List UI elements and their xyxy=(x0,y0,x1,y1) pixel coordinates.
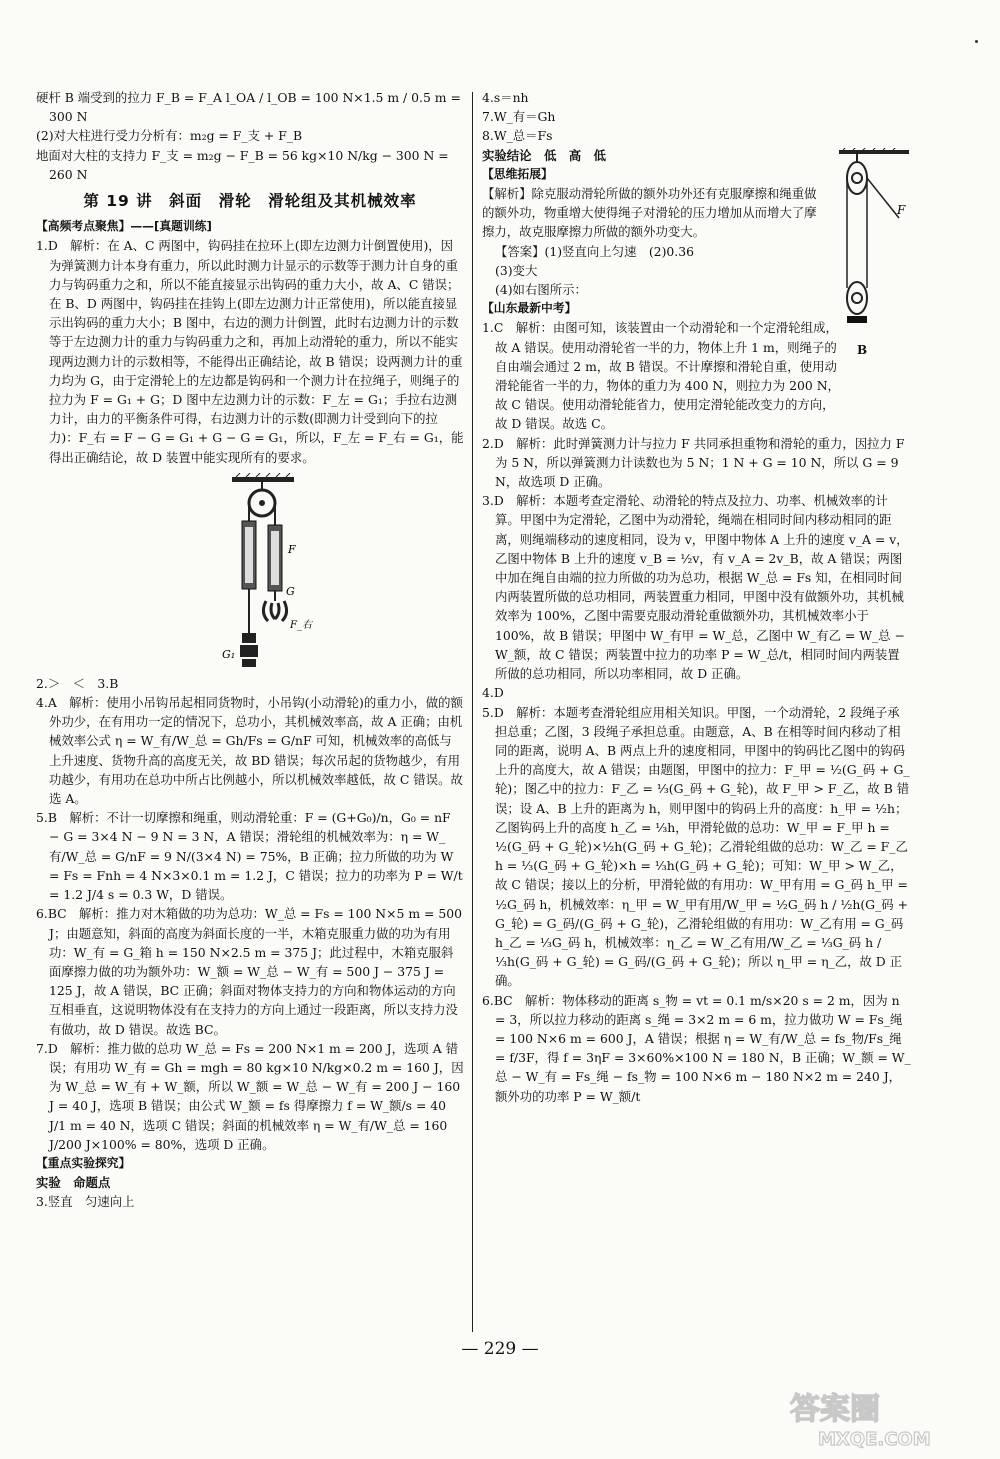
intro-line: 地面对大柱的支持力 F_支 = m₂g − F_B = 56 kg×10 N/kg − 300 N = 260 N xyxy=(36,147,449,182)
section-tag: 【重点实验探究】 xyxy=(36,1155,131,1170)
section-tag: 【思维拓展】 xyxy=(482,166,553,181)
experiment-item: 3.竖直 匀速向上 xyxy=(36,1194,135,1210)
fig1-label-F: F xyxy=(288,542,296,556)
answer-item: 2.D 解析：此时弹簧测力计与拉力 F 共同承担重物和滑轮的重力，因拉力 F 为 5 N，所以弹簧测力计读数也为 5 N；1 N + G = 10 N，所以 G = 9 N，故选项 D 正确。 xyxy=(482,435,905,490)
section-title: 第 19 讲 斜面 滑轮 滑轮组及其机械效率 xyxy=(83,192,417,211)
fig1-label-G: G xyxy=(286,584,295,598)
formula-line: 7.W_有＝Gh xyxy=(482,109,556,125)
answer-item: 5.B 解析：不计一切摩擦和绳重，则动滑轮重：F = (G+G₀)/n，G₀ = nF − G = 3×4 N − 9 N = 3 N，A 错误；滑轮组的机械效率为：η = W_有/W_总 = G/nF = 9 N/(3×4 N) = 75%，B 正确；拉力所做的功为 W = Fs = Fnh = 4 N×3×0.1 m = 1.2 J，C 错误；拉力的功率为 P = W/t = 1.2 J/4 s = 0.3 W，D 错误。 xyxy=(36,810,463,903)
right-column xyxy=(482,88,912,1106)
fig2-label-F: F xyxy=(897,203,906,217)
svg-text:答案圈: 答案圈 xyxy=(790,1392,880,1427)
answer-item: 1.D 解析：在 A、C 两图中，钩码挂在拉环上(即左边测力计倒置使用)，因为弹簧测力计本身有重力，所以此时测力计显示的示数等于测力计自身的重力与钩码重力之和，所以不能直接显示出钩码的重力大小，故 A、C 错误；在 B、D 两图中，钩码挂在挂钩上(即左边测力计正常使用)，所以能直接显示出钩码的重力大小；B 图中，右边的测力计倒置，此时右边测力计的示数等于左边测力计的重力与钩码重力之和，再加上动滑轮的重力，所以不能实现两边测力计的示数相等，不能得出正确结论，故 B 错误；设两测力计的重力均为 G，由于定滑轮上的左边都是钩码和一个测力计在拉绳子，则绳子的拉力为 F = G₁ + G；D 图中左边测力计的示数：F_左 = G₁；手拉右边测力计，由力的平衡条件可得，右边测力计的示数(即测力计受到向下的拉力)：F_右 = F − G = G₁ + G − G = G₁，所以，F_左 = F_右 = G₁，能得出正确结论，故 D 装置中能实现所有的要求。 xyxy=(36,238,464,465)
answer-item: 4.D xyxy=(482,685,504,701)
answer-item: 6.BC 解析：推力对木箱做的功为总功：W_总 = Fs = 100 N×5 m = 500 J；由题意知，斜面的高度为斜面长度的一半，木箱克服重力做的功为有用功：W_有 = G_箱 h = 150 N×2.5 m = 375 J；此过程中，木箱克服斜面摩擦力做的功为额外功：W_额 = W_总 − W_有 = 500 J − 375 J = 125 J，故 A 错误，BC 正确；斜面对物体支持力的方向和物体运动的方向互相垂直，这说明物体没有在支持力的方向上通过一段距离，所以支持力没有做功，故 D 错误。故选 BC。 xyxy=(36,906,462,1037)
answer-item: 1.C 解析：由图可知，该装置由一个动滑轮和一个定滑轮组成，故 A 错误。使用动滑轮省一半的力，物体上升 1 m，则绳子的自由端会通过 2 m，故 B 错误。不计摩擦和滑轮自重，使用动滑轮能省一半的力，物体的重力为 400 N，则拉力为 200 N，故 C 错误。使用动滑轮能省力，使用定滑轮能改变力的方向，故 D 错误。故选 C。 xyxy=(482,320,840,432)
answer-item: 3.D 解析：本题考查定滑轮、动滑轮的特点及拉力、功率、机械效率的计算。甲图中为定滑轮，乙图中为动滑轮，绳端在相同时间内移动相同的距离，则绳端移动的速度相同，设为 v，甲图中物体 A 上升的速度 v_A = v，乙图中物体 B 上升的速度 v_B = ½v，有 v_A = 2v_B，故 A 错误；两图中加在绳自由端的拉力所做的功为总功，根据 W_总 = Fs 知，在相同时间内两装置所做的总功相同，两装置重力相同，甲图中没有做额外功，其机械效率为 100%，乙图中需要克服动滑轮重做额外功，其机械效率小于 100%，故 B 错误；甲图中 W_有甲 = W_总，乙图中 W_有乙 = W_总 − W_额，故 C 错误；两装置中拉力的功率 P = W_总/t，相同时间内两装置所做的总功相同，所以功率相同，故 D 正确。 xyxy=(482,493,909,682)
formula-line: 8.W_总＝Fs xyxy=(482,128,553,144)
experiment-conclusion: 实验结论 低 高 低 xyxy=(482,147,606,163)
thinking-analysis: 【解析】除克服动滑轮所做的额外功外还有克服摩擦和绳重做的额外功，物重增大使得绳子对滑轮的压力增加从而增大了摩擦力，故克服摩擦力所做的额外功变大。 xyxy=(482,186,817,240)
spring-scale-pulley-figure xyxy=(36,473,464,668)
answer-item: 7.D 解析：推力做的总功 W_总 = Fs = 200 N×1 m = 200 J，选项 A 错误；有用功 W_有 = Gh = mgh = 80 kg×10 N/kg×0.2 m = 160 J，因为 W_总 = W_有 + W_额，所以 W_额 = W_总 − W_有 = 200 J − 160 J = 40 J，选项 B 错误；由公式 W_额 = fs 得摩擦力 f = W_额/s = 40 J/1 m = 40 N，选项 C 错误；斜面的机械效率 η = W_有/W_总 = 160 J/200 J×100% = 80%，选项 D 正确。 xyxy=(36,1040,464,1152)
section-tag: 【山东最新中考】 xyxy=(482,301,577,316)
intro-line: 硬杆 B 端受到的拉力 F_B = F_A l_OA / l_OB = 100 N×1.5 m / 0.5 m = 300 N xyxy=(36,90,461,125)
page-number: — 229 — xyxy=(461,1339,539,1359)
pulley-block-figure xyxy=(837,148,917,323)
left-column xyxy=(36,88,464,1212)
formula-line: 4.s＝nh xyxy=(482,90,529,105)
fig1-label-Fhand: F_右 xyxy=(290,619,312,631)
watermark-logo xyxy=(778,1385,978,1449)
answer-item: 6.BC 解析：物体移动的距离 s_物 = vt = 0.1 m/s×20 s = 2 m，因为 n = 3，所以拉力移动的距离 s_绳 = 3×2 m = 6 m，拉力做功 W = Fs_绳 = 100 N×6 m = 600 J，A 错误；根据 η = W_有/W_总 = fs_物/Fs_绳 = f/3F，得 f = 3ηF = 3×60%×100 N = 180 N，B 正确；W_额 = W_总 − W_有 = Fs_绳 − fs_物 = 100 N×6 m − 180 N×2 m = 240 J，额外功的功率 P = W_额/t xyxy=(482,992,911,1104)
experiment-heading: 实验 命题点 xyxy=(36,1175,111,1191)
speck xyxy=(975,40,978,43)
fig1-label-G1: G₁ xyxy=(222,647,236,661)
column-divider xyxy=(472,92,473,1332)
fig2-label-B: B xyxy=(857,343,868,357)
intro-line: (2)对大柱进行受力分析有：m₂g = F_支 + F_B xyxy=(36,128,303,144)
answer-line: 【答案】(1)竖直向上匀速 (2)0.36 xyxy=(495,243,694,259)
answer-item: 2.＞ ＜ 3.B xyxy=(36,675,119,691)
svg-text:MXQE.COM: MXQE.COM xyxy=(818,1429,931,1449)
section-tag: 【高频考点聚焦】——[真题训练] xyxy=(36,219,212,234)
answer-line: (4)如右图所示： xyxy=(495,282,587,298)
answer-line: (3)变大 xyxy=(495,262,538,278)
answer-item: 5.D 解析：本题考查滑轮组应用相关知识。甲图，一个动滑轮，2 段绳子承担总重；乙图，3 段绳子承担总重。由题意，A、B 在相等时间内移动了相同的距离，说明 A、B 两点上升的速度相同，甲图中的钩码比乙图中的钩码上升的高度大，故 A 错误；由题图，甲图中的拉力：F_甲 = ½(G_码 + G_轮)；图乙中的拉力：F_乙 = ⅓(G_码 + G_轮)，故 F_甲 > F_乙，故 B 错误；设 A、B 上升的距离为 h，则甲图中的钩码上升的高度：h_甲 = ½h；乙图钩码上升的高度 h_乙 = ⅓h，甲滑轮做的总功：W_甲 = F_甲 h = ½(G_码 + G_轮)×½h(G_码 + G_轮)；乙滑轮组做的总功：W_乙 = F_乙 h = ⅓(G_码 + G_轮)×h = ⅓h(G_码 + G_轮)；可知：W_甲 > W_乙，故 C 错误；接以上的分析，甲滑轮做的有用功：W_甲有用 = G_码 h_甲 = ½G_码 h，机械效率：η_甲 = W_甲有用/W_甲 = ½G_码 h / ½h(G_码 + G_轮) = G_码/(G_码 + G_轮)，乙滑轮组做的有用功：W_乙有用 = G_码 h_乙 = ⅓G_码 h，机械效率：η_乙 = W_乙有用/W_乙 = ⅓G_码 h / ⅓h(G_码 + G_轮) = G_码/(G_码 + G_轮)；所以 η_甲 = η_乙，故 D 正确。 xyxy=(482,704,910,989)
answer-item: 4.A 解析：使用小吊钩吊起相同货物时，小吊钩(小动滑轮)的重力小，做的额外功少，在有用功一定的情况下，总功小，其机械效率高，故 A 正确；由机械效率公式 η = W_有/W_总 = Gh/Fs = G/nF 可知，机械效率的高低与上升速度、货物升高的高度无关，故 BD 错误；每次吊起的货物越少，有用功越少，有用功在总功中所占比例越小，所以机械效率越低，故 C 错误。故选 A。 xyxy=(36,695,463,807)
